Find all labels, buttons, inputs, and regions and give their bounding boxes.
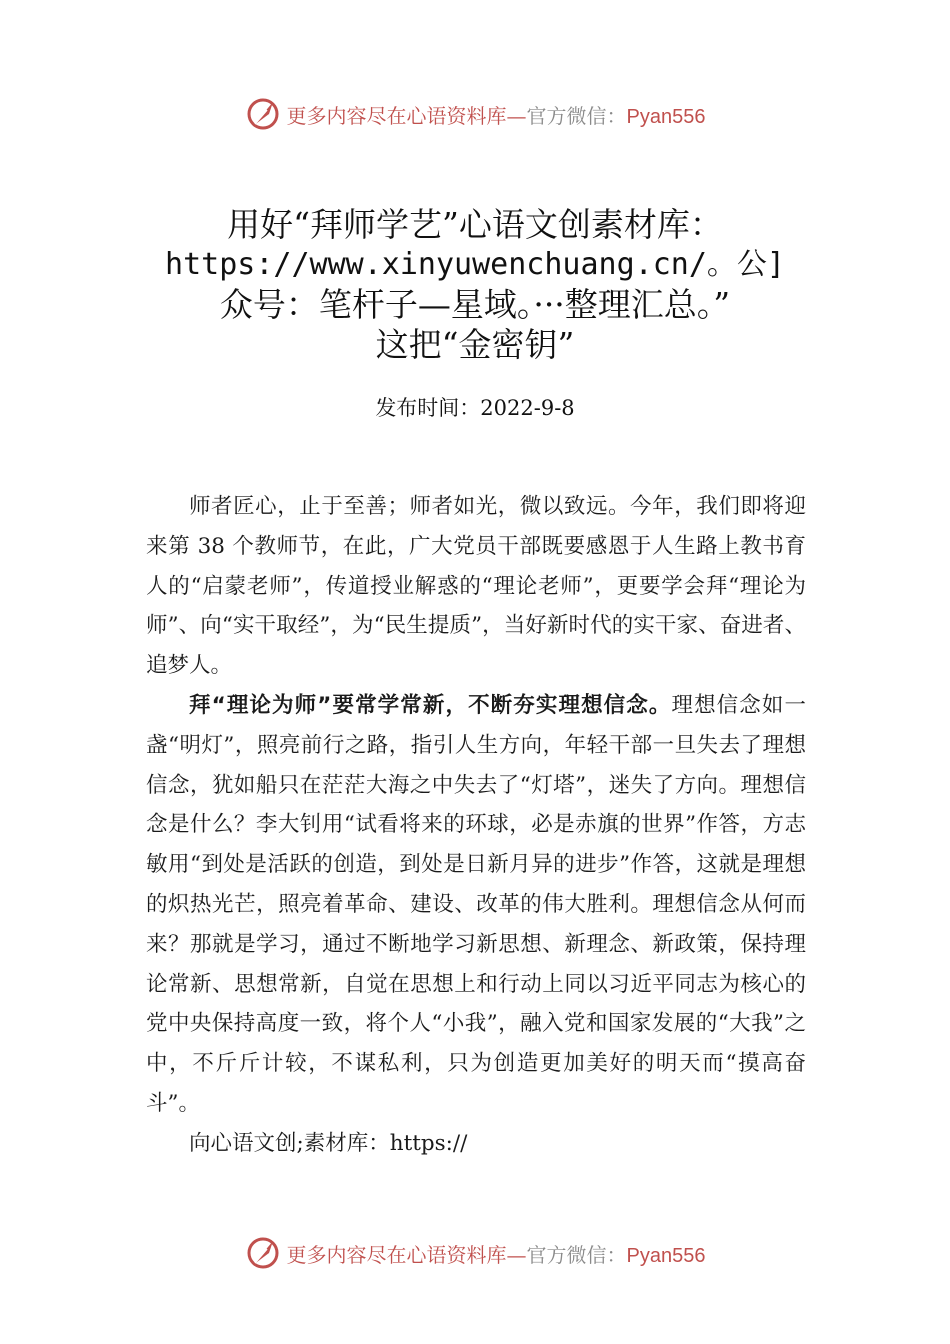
banner-wechat-label: 官方微信：: [526, 103, 627, 128]
paragraph-1: [146, 487, 806, 686]
footer-banner: [0, 1233, 950, 1273]
banner-wechat-id: Pyan556: [626, 105, 706, 128]
header-banner: [0, 94, 950, 134]
paragraph-3: [146, 1124, 806, 1164]
paragraph-text: 向心语文创;素材库：https://: [189, 1130, 468, 1156]
title-line-3: 众号：笔杆子—星域。···整理汇总。”: [219, 285, 731, 324]
title-line-2: https://www.xinyuwenchuang.cn/。公]: [165, 247, 785, 282]
document-title: [110, 205, 840, 365]
paragraph-2: [146, 686, 806, 1124]
title-line-1: 用好“拜师学艺”心语文创素材库：: [227, 205, 723, 244]
banner-main-text: 更多内容尽在心语资料库—: [286, 1242, 527, 1267]
paragraph-lead: 拜“理论为师”要常学常新，不断夯实理想信念。: [189, 692, 672, 718]
banner-text: [287, 100, 706, 129]
paragraph-text: 师者匠心，止于至善；师者如光，微以致远。今年，我们即将迎来第 38 个教师节，在此，广大党员干部既要感恩于人生路上教书育人的“启蒙老师”，传道授业解惑的“理论老师”，更要学会拜“理论为师”、向“实干取经”，为“民生提质”，当好新时代的实干家、奋进者、追梦人。: [146, 494, 806, 679]
banner-text: [287, 1239, 706, 1268]
paragraph-text: 理想信念如一盏“明灯”，照亮前行之路，指引人生方向，年轻干部一旦失去了理想信念，犹如船只在茫茫大海之中失去了“灯塔”，迷失了方向。理想信念是什么？李大钊用“试看将来的环球，必是赤旗的世界”作答，方志敏用“到处是活跃的创造，到处是日新月异的进步”作答，这就是理想的炽热光芒，照亮着革命、建设、改革的伟大胜利。理想信念从何而来？那就是学习，通过不断地学习新思想、新理念、新政策，保持理论常新、思想常新，自觉在思想上和行动上同以习近平同志为核心的党中央保持高度一致，将个人“小我”，融入党和国家发展的“大我”之中，不斤斤计较，不谋私利，只为创造更加美好的明天而“摸高奋斗”。: [146, 692, 806, 1116]
title-line-4: 这把“金密钥”: [375, 325, 575, 364]
banner-wechat-id: Pyan556: [626, 1244, 706, 1267]
banner-main-text: 更多内容尽在心语资料库—: [286, 103, 527, 128]
feather-pen-seal-icon: [245, 1235, 281, 1271]
banner-wechat-label: 官方微信：: [526, 1242, 627, 1267]
article-body: [146, 487, 806, 1164]
publish-date: 发布时间：2022-9-8: [375, 396, 575, 420]
feather-pen-seal-icon: [245, 96, 281, 132]
